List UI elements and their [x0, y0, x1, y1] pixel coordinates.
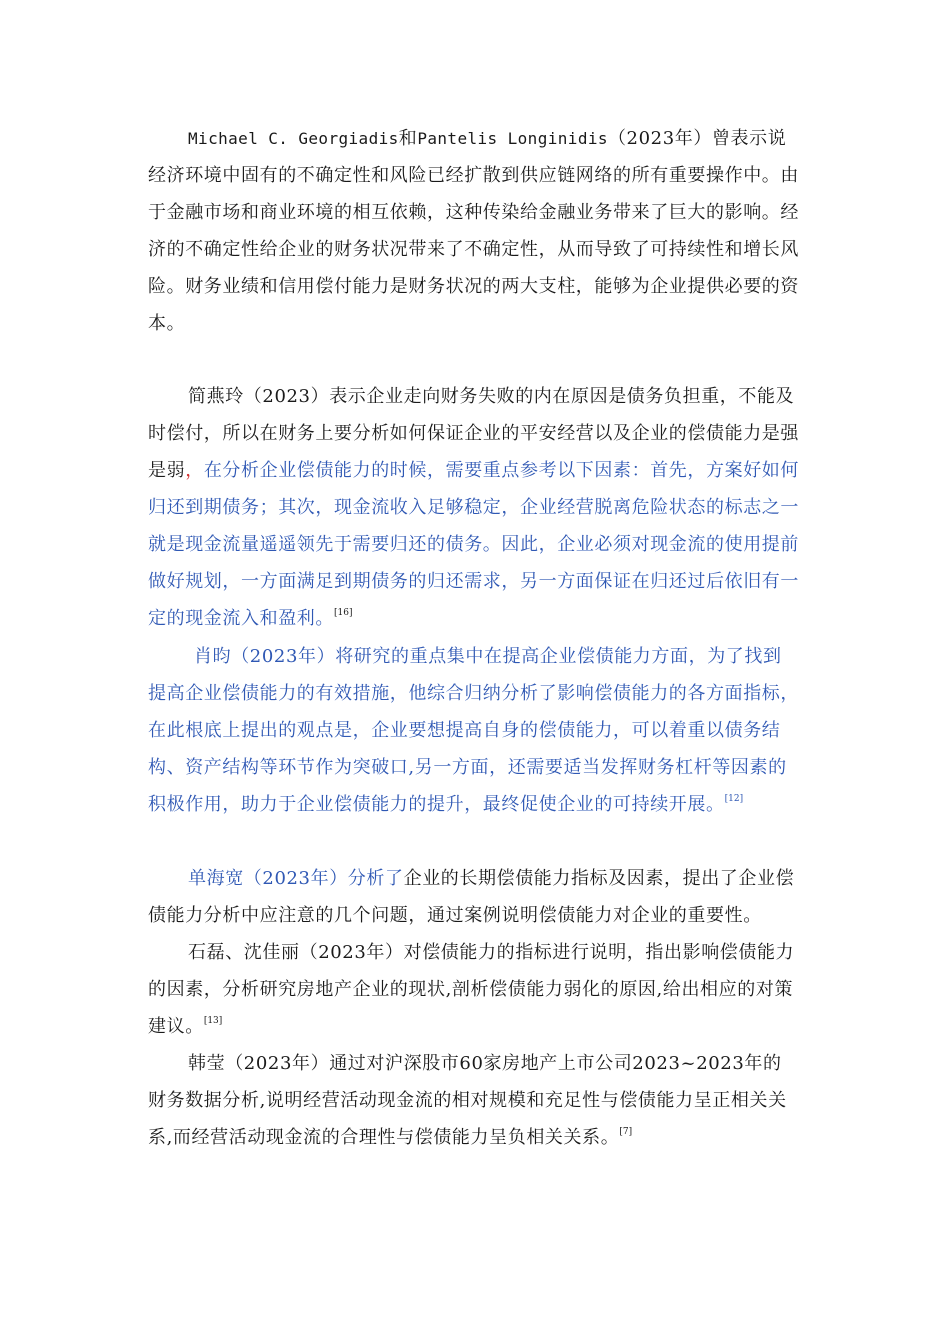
paragraph-body: 企业的长期偿债能力指标及因素，提出了企业偿债能力分析中应注意的几个问题，通过案例说明偿债能力对企业的重要性。 — [148, 868, 795, 926]
paragraph-jian-yanling — [148, 378, 800, 637]
citation-ref: [13] — [203, 1016, 223, 1026]
citation-ref: [16] — [334, 608, 353, 618]
paragraph-body: 石磊、沈佳丽（2023年）对偿债能力的指标进行说明，指出影响偿债能力的因素，分析研究房地产企业的现状,剖析偿债能力弱化的原因,给出相应的对策建议。 — [148, 942, 795, 1037]
paragraph-shi-lei — [148, 934, 800, 1045]
paragraph-lead: 简燕玲（2023）表示企业走向财务失败的内在原因是债务负担重，不能及时偿付，所以在财务上要分析如何保证企业的平安经营以及企业的偿债能力是强是弱 — [148, 386, 799, 481]
red-comma: ， — [185, 460, 204, 481]
paragraph-xiao-yun — [148, 638, 800, 823]
author-name-1: Michael C. Georgiadis — [188, 129, 399, 148]
citation-ref: [12] — [724, 794, 744, 804]
author-name-2: Pantelis Longinidis — [417, 129, 608, 148]
highlighted-text: 在分析企业偿债能力的时候，需要重点参考以下因素：首先，方案好如何归还到期债务；其次，现金流收入足够稳定，企业经营脱离危险状态的标志之一就是现金流量遥遥领先于需要归还的债务。因此，企业必须对现金流的使用提前做好规划，一方面满足到期债务的归还需求，另一方面保证在归还过后依旧有一定的现金流入和盈利。 — [148, 460, 800, 629]
paragraph-han-ying — [148, 1045, 800, 1156]
highlighted-text: 肖昀（2023年）将研究的重点集中在提高企业偿债能力方面，为了找到提高企业偿债能力的有效措施，他综合归纳分析了影响偿债能力的各方面指标，在此根底上提出的观点是，企业要想提高自身的偿债能力，可以着重以债务结构、资产结构等环节作为突破口,另一方面，还需要适当发挥财务杠杆等因素的积极作用，助力于企业偿债能力的提升，最终促使企业的可持续开展。 — [148, 646, 799, 815]
highlighted-text: 单海宽（2023年）分析了 — [188, 868, 404, 889]
citation-ref: [7] — [619, 1127, 633, 1137]
paragraph-shan-haikuan — [148, 860, 800, 934]
paragraph-body: 韩莹（2023年）通过对沪深股市60家房地产上市公司2023~2023年的财务数据分析,说明经营活动现金流的相对规模和充足性与偿债能力呈正相关关系,而经营活动现金流的合理性与偿债能力呈负相关关系。 — [148, 1053, 787, 1148]
paragraph-georgiadis — [148, 120, 800, 342]
paragraph-body: （2023年）曾表示说经济环境中固有的不确定性和风险已经扩散到供应链网络的所有重要操作中。由于金融市场和商业环境的相互依赖，这种传染给金融业务带来了巨大的影响。经济的不确定性给企业的财务状况带来了不确定性，从而导致了可持续性和增长风险。财务业绩和信用偿付能力是财务状况的两大支柱，能够为企业提供必要的资本。 — [148, 128, 799, 334]
conjunction: 和 — [398, 128, 418, 149]
